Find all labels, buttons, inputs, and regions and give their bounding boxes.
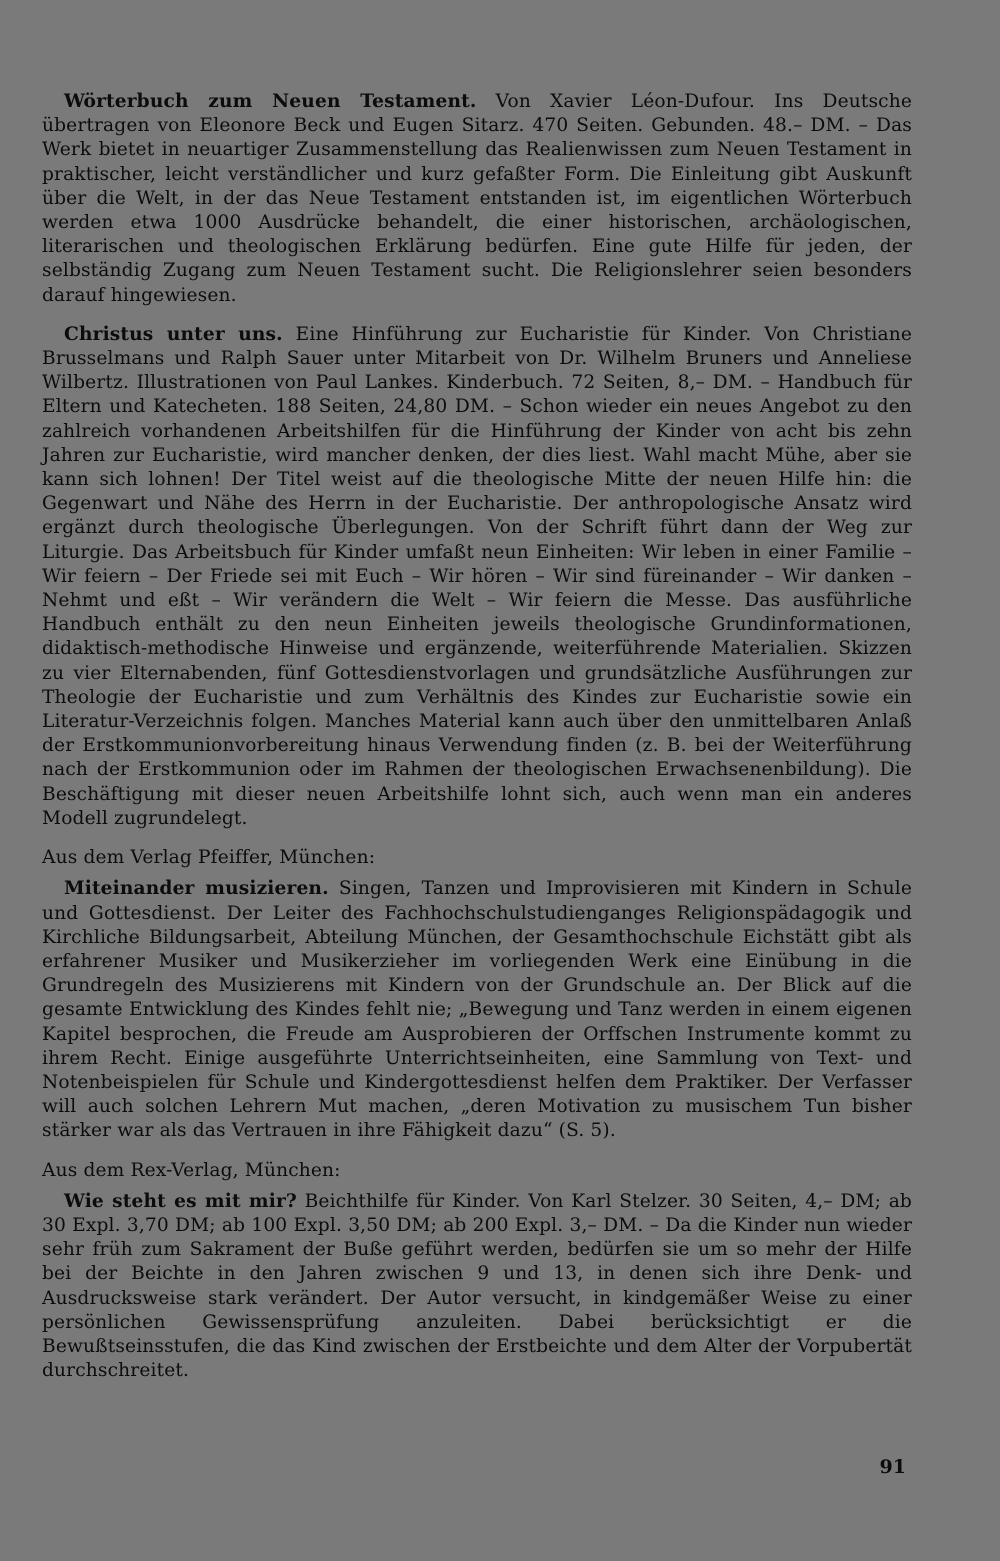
review-miteinander-musizieren	[42, 877, 912, 1143]
review-paragraph	[42, 90, 912, 308]
review-body: Von Xavier Léon-Dufour. Ins Deutsche übertragen von Eleonore Beck und Eugen Sitarz. 470 Seiten. Gebunden. 48.– DM. – Das Werk bietet in neuartiger Zusammenstellung das Realienwissen zum Neuen Testament in praktischer, leicht verständlicher und kurz gefaßter Form. Die Einleitung gibt Auskunft über die Welt, in der das Neue Testament entstanden ist, im eigentlichen Wörterbuch werden etwa 1000 Ausdrücke behandelt, die einer historischen, archäologischen, literarischen und theologischen Erklärung bedürfen. Eine gute Hilfe für jeden, der selbständig Zugang zum Neuen Testament sucht. Die Religionslehrer seien besonders darauf hingewiesen.	[42, 91, 913, 306]
review-title: Miteinander musizieren.	[64, 878, 329, 900]
page-number: 91	[879, 1456, 906, 1478]
review-body: Eine Hinführung zur Eucharistie für Kinder. Von Christiane Brusselmans und Ralph Sauer unter Mitarbeit von Dr. Wilhelm Bruners und Anneliese Wilbertz. Illustrationen von Paul Lankes. Kinderbuch. 72 Seiten, 8,– DM. – Handbuch für Eltern und Katecheten. 188 Seiten, 24,80 DM. – Schon wieder ein neues Angebot zu den zahlreich vorhandenen Arbeitshilfen für die Hinführung der Kinder von acht bis zehn Jahren zur Eucharistie, wird mancher denken, der dies liest. Wahl macht Mühe, aber sie kann sich lohnen! Der Titel weist auf die theologische Mitte der neuen Hilfe hin: die Gegenwart und Nähe des Herrn in der Eucharistie. Der anthropologische Ansatz wird ergänzt durch theologische Überlegungen. Von der Schrift führt dann der Weg zur Liturgie. Das Arbeitsbuch für Kinder umfaßt neun Einheiten: Wir leben in einer Familie – Wir feiern – Der Friede sei mit Euch – Wir hören – Wir sind füreinander – Wir danken – Nehmt und eßt – Wir verändern die Welt – Wir feiern die Messe. Das ausführliche Handbuch enthält zu den neun Einheiten jeweils theologische Grundinformationen, didaktisch-methodische Hinweise und ergänzende, weiterführende Materialien. Skizzen zu vier Elternabenden, fünf Gottesdienstvorlagen und grundsätzliche Ausführungen zur Theologie der Eucharistie und zum Verhältnis des Kindes zur Eucharistie sowie ein Literatur-Verzeichnis folgen. Manches Material kann auch über den unmittelbaren Anlaß der Erstkommunionvorbereitung hinaus Verwendung finden (z. B. bei der Weiterführung nach der Erstkommunion oder im Rahmen der theologischen Erwachsenenbildung). Die Beschäftigung mit dieser neuen Arbeitshilfe lohnt sich, auch wenn man ein anderes Modell zugrundelegt.	[42, 323, 913, 829]
publisher-heading-pfeiffer: Aus dem Verlag Pfeiffer, München:	[42, 847, 376, 869]
review-body: Singen, Tanzen und Improvisieren mit Kindern in Schule und Gottesdienst. Der Leiter des Fachhochschulstudienganges Religionspädagogik und Kirchliche Bildungsarbeit, Abteilung München, der Gesamthochschule Eichstätt gibt als erfahrener Musiker und Musikerzieher im vorliegenden Werk eine Einübung in die Grundregeln des Musizierens mit Kindern von der Grundschule an. Der Blick auf die gesamte Entwicklung des Kindes fehlt nie; „Bewegung und Tanz werden in einem eigenen Kapitel besprochen, die Freude am Ausprobieren der Orffschen Instrumente kommt zu ihrem Recht. Einige ausgeführte Unterrichtseinheiten, eine Sammlung von Text- und Notenbeispielen für Schule und Kindergottesdienst helfen dem Praktiker. Der Verfasser will auch solchen Lehrern Mut machen, „deren Motivation zu musischem Tun bisher stärker war als das Vertrauen in ihre Fähigkeit dazu“ (S. 5).	[42, 878, 912, 1142]
publisher-heading-rex: Aus dem Rex-Verlag, München:	[42, 1159, 341, 1181]
review-paragraph	[42, 877, 912, 1143]
review-title: Wörterbuch zum Neuen Testament.	[64, 91, 477, 112]
review-title: Wie steht es mit mir?	[64, 1190, 297, 1212]
review-title: Christus unter uns.	[64, 323, 283, 345]
review-christus-unter-uns	[42, 323, 912, 831]
review-body: Beichthilfe für Kinder. Von Karl Stelzer. 30 Seiten, 4,– DM; ab 30 Expl. 3,70 DM; ab 100 Expl. 3,50 DM; ab 200 Expl. 3,– DM. – Da die Kinder nun wieder sehr früh zum Sakrament der Buße geführt werden, bedürfen sie um so mehr der Hilfe bei der Beichte in den Jahren zwischen 9 und 13, in denen sich ihre Denk- und Ausdrucksweise stark verändert. Der Autor versucht, in kindgemäßer Weise zu einer persönlichen Gewissensprüfung anzuleiten. Dabei berücksichtigt er die Bewußtseinsstufen, die das Kind zwischen der Erstbeichte und dem Alter der Vorpubertät durchschreitet.	[42, 1190, 912, 1382]
review-paragraph	[42, 323, 912, 831]
review-paragraph	[42, 1190, 912, 1384]
review-woerterbuch	[42, 90, 912, 308]
review-wie-steht-es-mit-mir	[42, 1190, 912, 1384]
